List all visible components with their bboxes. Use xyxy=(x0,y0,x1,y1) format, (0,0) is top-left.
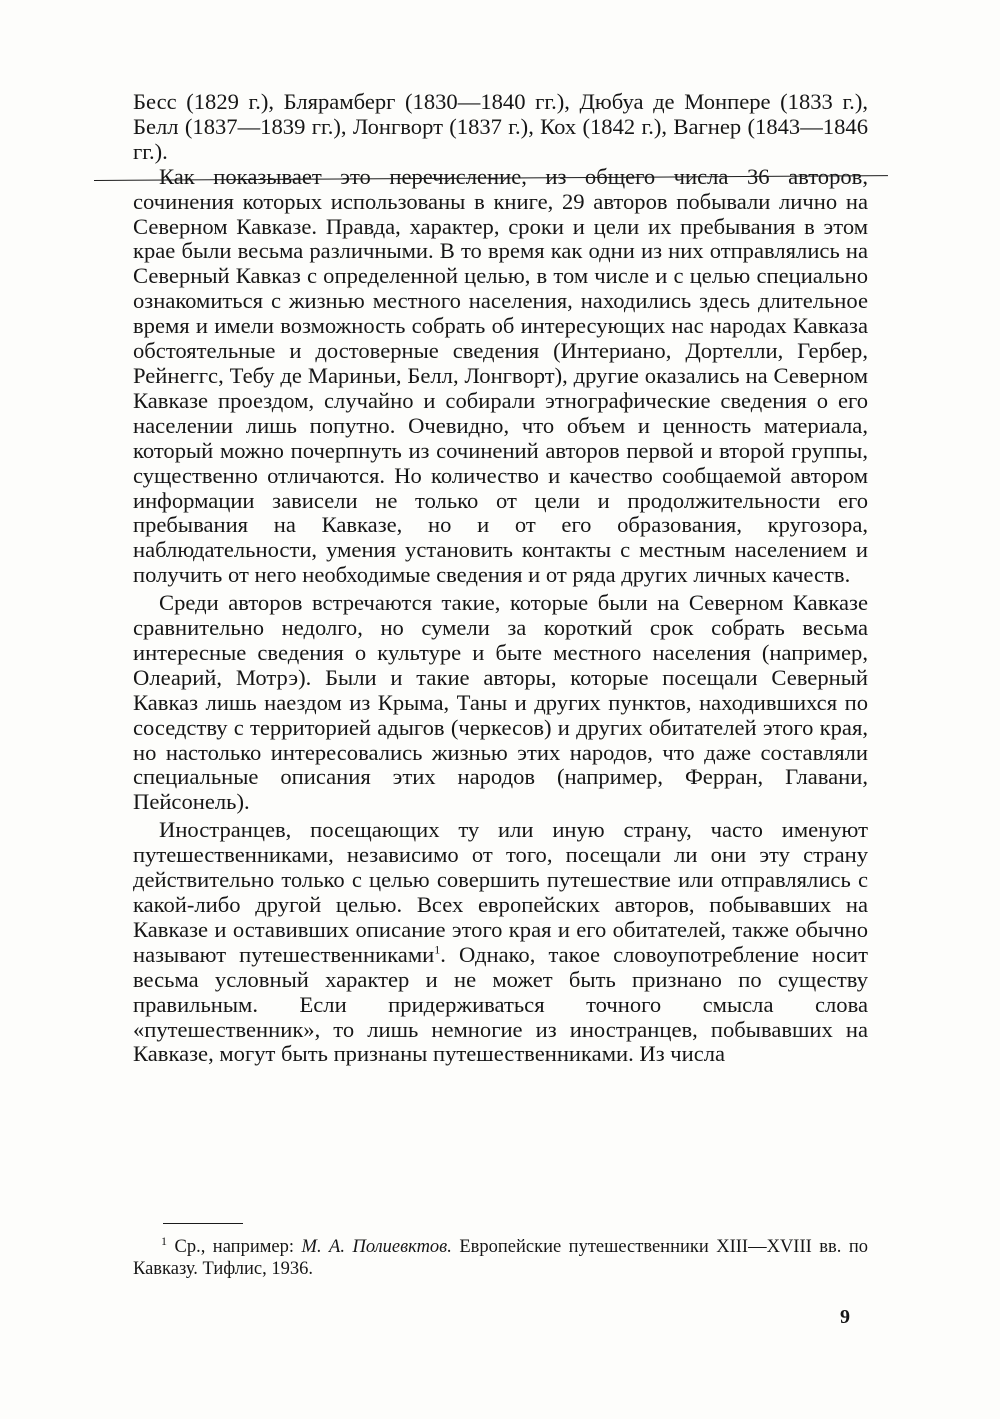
paragraph-travellers-continuation: . Однако, такое словоупотребление носит весьма условный характер и не может быть признано по существу правильным. Если придерживаться точного смысла слова «путешественник», то лишь немногие из иностранцев, побывавших на Кавказе, могут быть признаны путешественниками. Из числа xyxy=(133,941,869,1067)
footnote-text: Европейские путешественники XIII—XVIII вв. по Кавказу. Тифлис, 1936. xyxy=(133,1237,868,1279)
paragraph-travellers-text: Иностранцев, посещающих ту или иную страну, часто именуют путешественниками, независимо от того, посещали ли они эту страну действительно только с целью совершить путешествие или отправлялись с какой-либо другой целью. Всех европейских авторов, побывавших на Кавказе и оставивших описание этого края и его обитателей, также обычно называют путешественниками xyxy=(133,817,868,967)
page-number: 9 xyxy=(840,1306,850,1328)
paragraph-travellers xyxy=(133,818,868,1067)
footnote-item xyxy=(133,1233,868,1280)
footnote-author: М. А. Полиевктов. xyxy=(301,1237,452,1257)
footnote-number: 1 xyxy=(161,1233,167,1248)
footnotes xyxy=(133,1233,868,1280)
footnote-marker: 1 xyxy=(434,942,441,957)
main-text xyxy=(133,90,868,1067)
footnote-lead: Ср., например: xyxy=(174,1237,295,1257)
paragraph-author-list: Бесс (1829 г.), Блярамберг (1830—1840 гг.), Дюбуа де Монпере (1833 г.), Белл (1837—1839 гг.), Лонгворт (1837 г.), Кох (1842 г.), Вагнер (1843—1846 гг.). xyxy=(133,89,868,164)
paragraph-short-visits: Среди авторов встречаются такие, которые были на Северном Кавказе сравнительно недолго, но сумели за короткий срок собрать весьма интересные сведения о культуре и быте местного населения (например, Олеарий, Мотрэ). Были и такие авторы, которые посещали Северный Кавказ лишь наездом из Крыма, Таны и других пунктов, находившихся по соседству с территорией адыгов (черкесов) и других обитателей этого края, но настолько интересовались жизнью этих народов, что даже составляли специальные описания этих народов (например, Ферран, Главани, Пейсонель). xyxy=(133,590,868,815)
paragraph-enumeration: Как показывает это перечисление, из общего числа 36 авторов, сочинения которых использованы в книге, 29 авторов побывали лично на Северном Кавказе. Правда, характер, сроки и цели их пребывания в этом крае были весьма различными. В то время как одни из них отправлялись на Северный Кавказ с определенной целью, в том числе и с целью специально ознакомиться с жизнью местного населения, находились здесь длительное время и имели возможность собрать об интересующих нас народах Кавказа обстоятельные и достоверные сведения (Интериано, Дортелли, Гербер, Рейнеггс, Тебу де Мариньи, Белл, Лонгворт), другие оказались на Северном Кавказе проездом, случайно и собирали этнографические сведения о его населении лишь попутно. Очевидно, что объем и ценность материала, который можно почерпнуть из сочинений авторов первой и второй группы, существенно отличаются. Но количество и качество сообщаемой автором информации зависели не только от цели и продолжительности его пребывания на Кавказе, но и от его образования, кругозора, наблюдательности, умения установить контакты с местным населением и получить от него необходимые сведения и от ряда других личных качеств. xyxy=(133,163,868,588)
footnote-divider xyxy=(163,1223,243,1224)
